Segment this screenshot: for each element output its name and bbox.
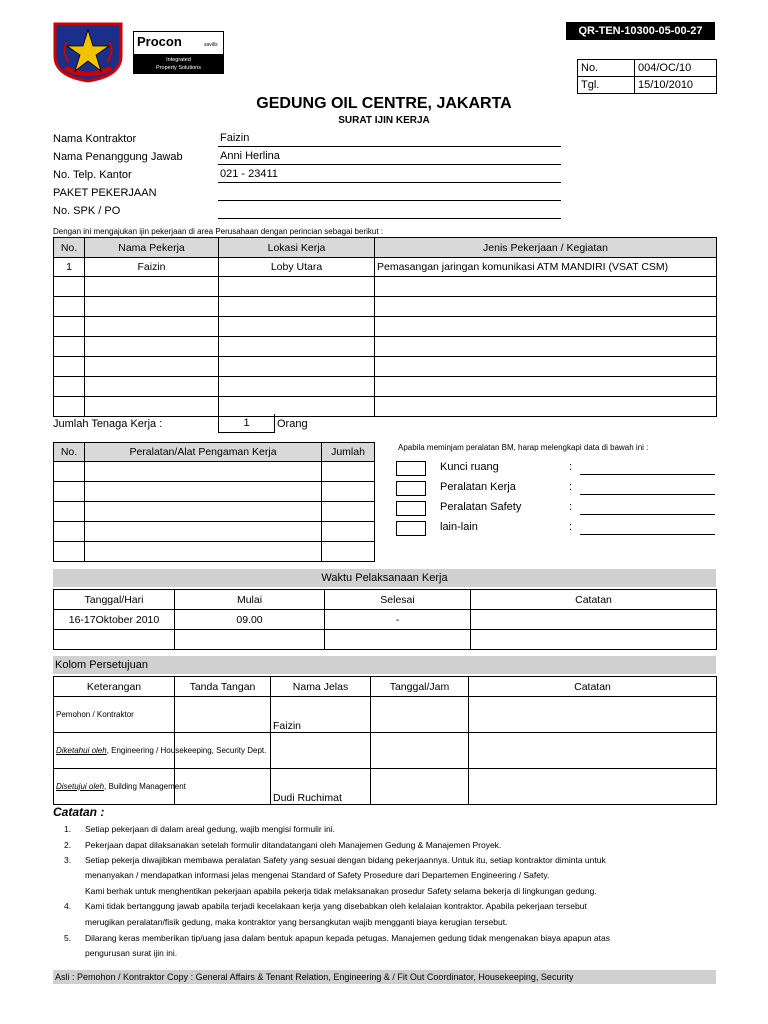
spk-field[interactable] [218,204,561,219]
worker-name[interactable] [85,317,219,337]
approval-approved-signature[interactable] [175,769,271,805]
table-row [54,482,375,502]
equipment-header-no: No. [54,443,85,462]
schedule-header-notes: Catatan [471,590,717,610]
worker-job[interactable] [375,357,717,377]
worker-location[interactable] [219,317,375,337]
equipment-qty[interactable] [322,542,375,562]
intro-text: Dengan ini mengajukan ijin pekerjaan di area Perusahaan dengan perincian sebagai berikut : [53,227,384,236]
approval-applicant-datetime[interactable] [371,697,469,733]
borrow-field[interactable] [580,482,715,495]
approval-acknowledged-name[interactable] [271,733,371,769]
equipment-no[interactable] [54,482,85,502]
table-row [54,397,717,417]
schedule-start[interactable] [175,630,325,650]
equipment-name[interactable] [85,462,322,482]
worker-name[interactable] [85,297,219,317]
approval-applicant-label: Pemohon / Kontraktor [54,697,175,733]
approval-header-desc: Keterangan [54,677,175,697]
approval-acknowledged-rest: , Engineering / Housekeeping, Security Dept. [106,746,267,755]
worker-location[interactable] [219,377,375,397]
company-shield-logo [53,22,123,82]
telp-label: No. Telp. Kantor [53,169,132,181]
workers-header-job: Jenis Pekerjaan / Kegiatan [375,238,717,258]
approval-approved-prefix: Disetujui oleh [56,782,105,791]
worker-name[interactable] [85,377,219,397]
worker-job[interactable] [375,317,717,337]
equipment-header-qty: Jumlah [322,443,375,462]
equipment-name[interactable] [85,502,322,522]
table-row [54,317,717,337]
worker-location[interactable] [219,357,375,377]
approval-approved-notes[interactable] [469,769,717,805]
worker-job[interactable]: Pemasangan jaringan komunikasi ATM MANDIRI (VSAT CSM) [375,258,717,277]
borrow-field[interactable] [580,502,715,515]
borrow-item-label: Kunci ruang [440,461,499,473]
equipment-qty[interactable] [322,462,375,482]
approval-applicant-signature[interactable] [175,697,271,733]
approval-approved-rest: , Building Management [104,782,186,791]
schedule-header-date: Tanggal/Hari [54,590,175,610]
worker-job[interactable] [375,337,717,357]
note-number: 3. [64,855,72,865]
worker-no[interactable] [54,297,85,317]
borrow-item-label: lain-lain [440,521,478,533]
no-label: No. [578,60,635,77]
borrow-checkbox[interactable] [396,521,426,536]
schedule-notes[interactable] [471,630,717,650]
schedule-notes[interactable] [471,610,717,630]
worker-no[interactable] [54,277,85,297]
approval-approved-datetime[interactable] [371,769,469,805]
procon-logo [133,31,224,74]
table-row [54,462,375,482]
equipment-no[interactable] [54,502,85,522]
schedule-header-end: Selesai [325,590,471,610]
workers-total-unit: Orang [277,418,308,430]
equipment-qty[interactable] [322,482,375,502]
worker-name[interactable] [85,397,219,417]
worker-name[interactable] [85,337,219,357]
notes-title: Catatan : [53,805,105,819]
page-subtitle: SURAT IJIN KERJA [338,115,430,126]
approval-table [53,676,717,805]
approval-acknowledged-label [54,733,267,769]
borrow-colon: : [569,461,573,473]
worker-no[interactable]: 1 [54,258,85,277]
approval-row-applicant [54,697,717,733]
note-number: 2. [64,840,72,850]
note-line: merugikan peralatan/fisik gedung, maka kontraktor yang bersangkutan wajib mengganti biaya kerugian tersebut. [85,917,508,927]
schedule-title-bar: Waktu Pelaksanaan Kerja [53,569,716,587]
note-line: Kami berhak untuk menghentikan pekerjaan apabila pekerja tidak melaksanakan prosedur Safety selama bekerja di lingkungan gedung. [85,886,597,896]
workers-header-location: Lokasi Kerja [219,238,375,258]
penanggung-field[interactable]: Anni Herlina [218,150,561,165]
table-row [54,377,717,397]
borrow-item-label: Peralatan Kerja [440,481,516,493]
borrow-checkbox[interactable] [396,481,426,496]
approval-applicant-name[interactable]: Faizin [271,697,371,733]
schedule-start[interactable]: 09.00 [175,610,325,630]
borrow-intro: Apabila meminjam peralatan BM, harap melengkapi data di bawah ini : [398,443,649,452]
worker-no[interactable] [54,317,85,337]
note-line: Kami tidak bertanggung jawab apabila terjadi kecelakaan kerja yang disebabkan oleh kelalaian kontraktor. Apabila pekerjaan tersebut [85,901,587,911]
procon-tagline-1: Integrated [166,57,191,63]
page-title: GEDUNG OIL CENTRE, JAKARTA [256,95,512,112]
borrow-colon: : [569,501,573,513]
tgl-value[interactable]: 15/10/2010 [635,77,717,94]
table-row [54,297,717,317]
approval-header-datetime: Tanggal/Jam [371,677,469,697]
procon-brand: Procon [137,34,182,49]
table-row [54,522,375,542]
approval-row-approved [54,769,717,805]
borrow-checkbox[interactable] [396,501,426,516]
worker-job[interactable] [375,377,717,397]
paket-label: PAKET PEKERJAAN [53,187,157,199]
borrow-colon: : [569,521,573,533]
equipment-name[interactable] [85,482,322,502]
worker-no[interactable] [54,377,85,397]
equipment-header-name: Peralatan/Alat Pengaman Kerja [85,443,322,462]
schedule-date[interactable] [54,630,175,650]
equipment-no[interactable] [54,522,85,542]
note-line: Setiap pekerja diwajibkan membawa peralatan Safety yang sesuai dengan bidang pekerjaannya. Untuk itu, setiap kontraktor diminta untuk [85,855,606,865]
telp-field[interactable]: 021 - 23411 [218,168,561,183]
note-line: pengurusan surat ijin ini. [85,948,178,958]
approval-acknowledged-notes[interactable] [469,733,717,769]
no-value[interactable]: 004/OC/10 [635,60,717,77]
procon-tagline [134,54,223,73]
equipment-name[interactable] [85,522,322,542]
borrow-checkbox[interactable] [396,461,426,476]
borrow-colon: : [569,481,573,493]
equipment-qty[interactable] [322,522,375,542]
note-number: 1. [64,824,72,834]
worker-name[interactable]: Faizin [85,258,219,277]
paket-field[interactable] [218,186,561,201]
workers-header-no: No. [54,238,85,258]
approval-approved-name[interactable]: Dudi Ruchimat [271,769,371,805]
table-row [54,502,375,522]
spk-label: No. SPK / PO [53,205,121,217]
worker-location[interactable] [219,277,375,297]
table-row [54,610,717,630]
workers-total-label: Jumlah Tenaga Kerja : [53,418,163,430]
schedule-end[interactable] [325,630,471,650]
worker-no[interactable] [54,357,85,377]
equipment-name[interactable] [85,542,322,562]
document-code: QR-TEN-10300-05-00-27 [566,22,715,40]
worker-job[interactable] [375,397,717,417]
approval-header-signature: Tanda Tangan [175,677,271,697]
note-number: 5. [64,933,72,943]
approval-header-name: Nama Jelas [271,677,371,697]
workers-total-value[interactable]: 1 [218,414,275,433]
table-row [54,277,717,297]
approval-acknowledged-datetime[interactable] [371,733,469,769]
worker-name[interactable] [85,357,219,377]
worker-location[interactable]: Loby Utara [219,258,375,277]
tgl-label: Tgl. [578,77,635,94]
table-row [54,337,717,357]
borrow-item-label: Peralatan Safety [440,501,522,513]
table-row [54,542,375,562]
schedule-end[interactable]: - [325,610,471,630]
distribution-footer: Asli : Pemohon / Kontraktor Copy : General Affairs & Tenant Relation, Engineering & / Fit Out Coordinator, Housekeeping, Security [53,970,716,984]
worker-location[interactable] [219,297,375,317]
note-line: Dilarang keras memberikan tip/uang jasa dalam bentuk apapun kepada petugas. Manajemen gedung tidak mengenakan biaya apapun atas [85,933,610,943]
equipment-qty[interactable] [322,502,375,522]
approval-applicant-notes[interactable] [469,697,717,733]
note-line: Pekerjaan dapat dilaksanakan setelah formulir ditandatangani oleh Manajemen Gedung & Manajemen Proyek. [85,840,502,850]
worker-location[interactable] [219,337,375,357]
worker-no[interactable] [54,337,85,357]
schedule-table [53,589,717,650]
approval-row-acknowledged [54,733,717,769]
table-row [54,258,717,277]
procon-partner: savills [204,42,218,48]
approval-title-bar: Kolom Persetujuan [53,656,716,674]
approval-approved-label [54,769,186,805]
workers-table [53,237,717,417]
worker-job[interactable] [375,297,717,317]
kontraktor-field[interactable]: Faizin [218,132,561,147]
note-line: menanyakan / mendapatkan informasi jelas mengenai Standard of Safety Prosedure dari Departemen Engineering / Safety. [85,870,550,880]
equipment-no[interactable] [54,462,85,482]
equipment-table [53,442,375,562]
approval-acknowledged-prefix: Diketahui oleh [56,746,107,755]
schedule-date[interactable]: 16-17Oktober 2010 [54,610,175,630]
borrow-field[interactable] [580,522,715,535]
worker-no[interactable] [54,397,85,417]
equipment-no[interactable] [54,542,85,562]
worker-job[interactable] [375,277,717,297]
schedule-header-start: Mulai [175,590,325,610]
penanggung-label: Nama Penanggung Jawab [53,151,183,163]
table-row [54,630,717,650]
note-number: 4. [64,901,72,911]
note-line: Setiap pekerjaan di dalam areal gedung, wajib mengisi formulir ini. [85,824,335,834]
document-meta-table [577,59,717,94]
borrow-field[interactable] [580,462,715,475]
table-row [54,357,717,377]
worker-name[interactable] [85,277,219,297]
kontraktor-label: Nama Kontraktor [53,133,137,145]
procon-tagline-2: Property Solutions [156,65,201,71]
approval-header-notes: Catatan [469,677,717,697]
workers-header-name: Nama Pekerja [85,238,219,258]
